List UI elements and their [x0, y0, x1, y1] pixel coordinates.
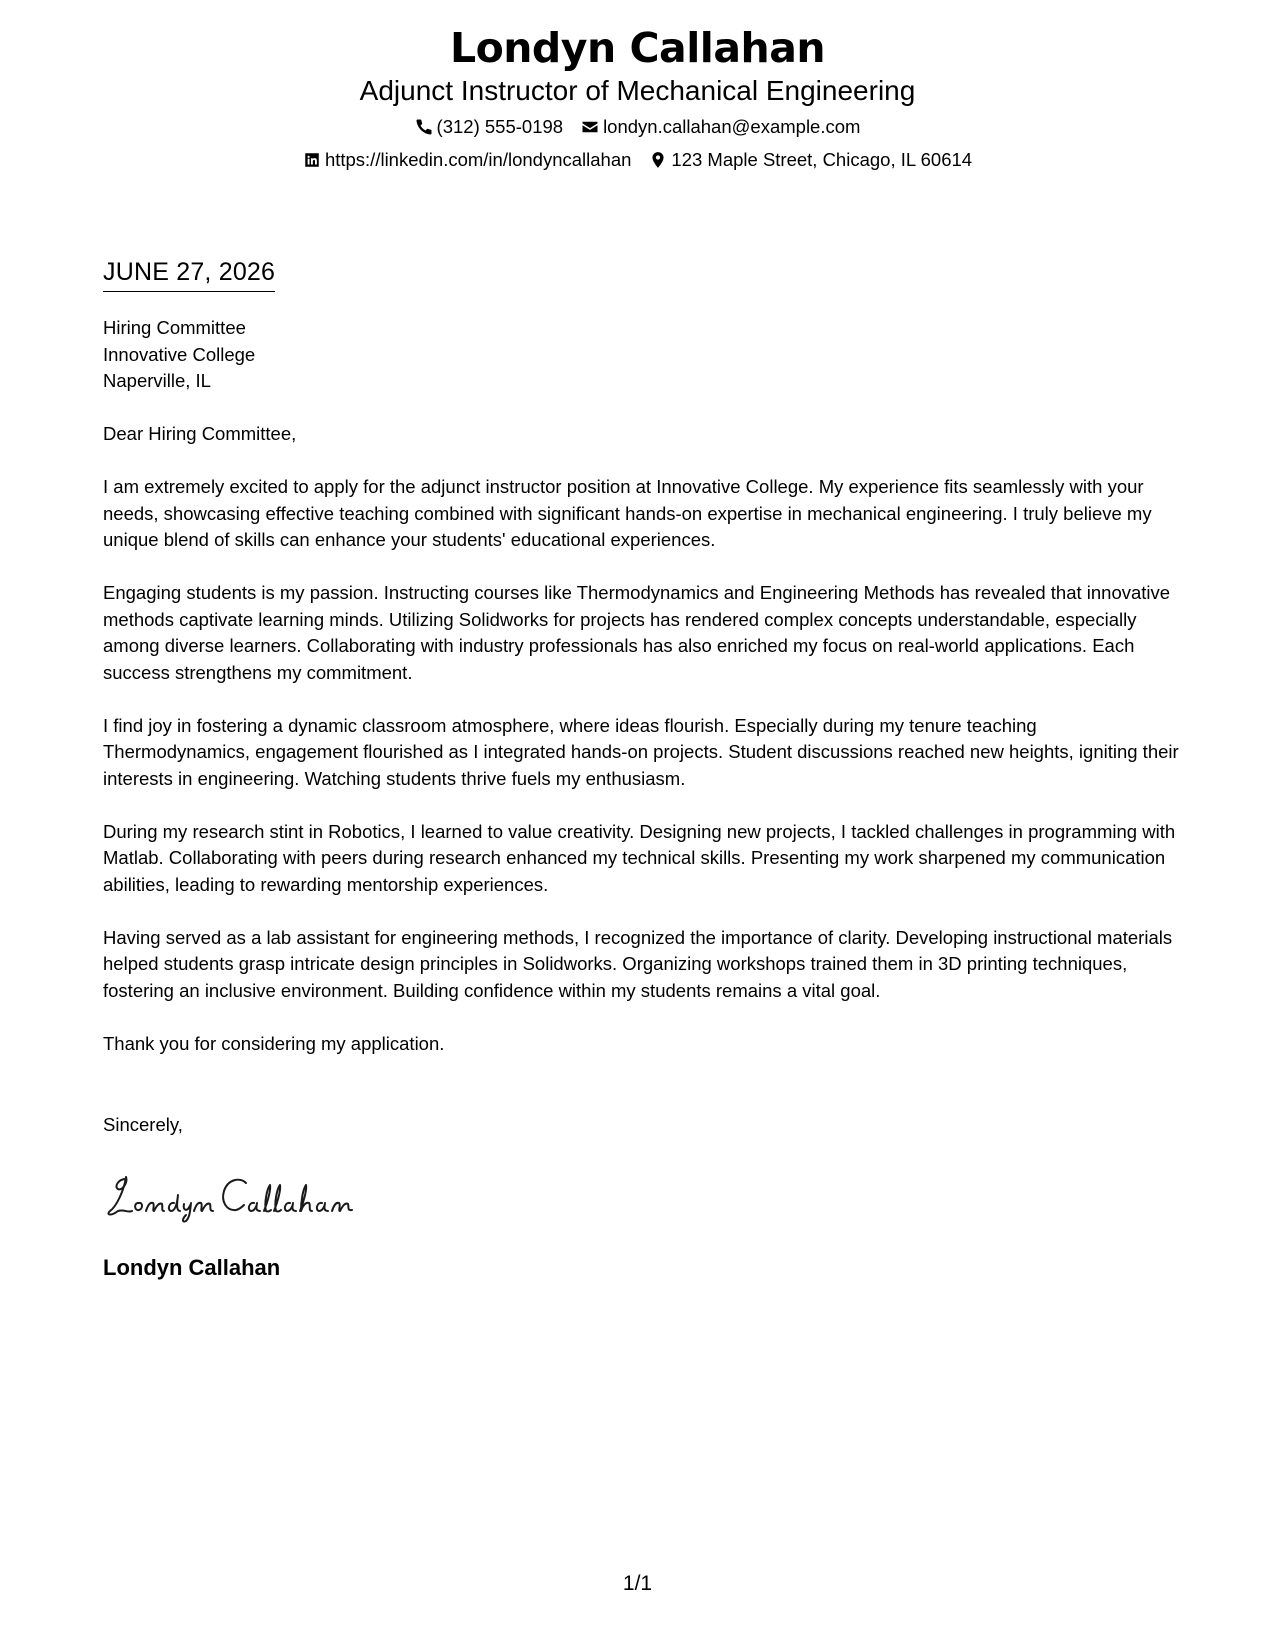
address-contact: [649, 148, 972, 172]
applicant-title: Adjunct Instructor of Mechanical Engineering: [359, 75, 916, 106]
body-paragraph: I am extremely excited to apply for the adjunct instructor position at Innovative College. My experience fits seamlessly with your needs, showcasing effective teaching combined with significant hands-on expertise in mechanical engineering. I truly believe my unique blend of skills can enhance your students' educational experiences.: [103, 476, 1152, 550]
applicant-name: Londyn Callahan: [449, 24, 826, 72]
phone-contact: [415, 115, 564, 139]
street-address: 123 Maple Street, Chicago, IL 60614: [671, 149, 973, 170]
salutation: Dear Hiring Committee,: [103, 423, 297, 444]
recipient-block: [103, 315, 255, 395]
linkedin-contact[interactable]: [303, 148, 631, 172]
letter-date: JUNE 27, 2026: [103, 256, 275, 292]
recipient-line: Hiring Committee: [103, 317, 246, 338]
contact-row-primary: [0, 115, 1275, 139]
phone-icon: [415, 118, 433, 136]
body-paragraph: Thank you for considering my application.: [103, 1032, 445, 1054]
page-number: 1/1: [622, 1572, 653, 1595]
signer-name: Londyn Callahan: [103, 1255, 281, 1280]
body-paragraph: I find joy in fostering a dynamic classroom atmosphere, where ideas flourish. Especially during my tenure teaching Thermodynamics, engagement flourished as I integrated hands-on projects. Student discussions reached new heights, igniting their interests in engineering. Watching students thrive fuels my enthusiasm.: [103, 714, 1179, 789]
phone-number: (312) 555-0198: [436, 116, 564, 137]
linkedin-icon: [303, 151, 321, 169]
map-marker-icon: [649, 151, 667, 169]
letter-header: [0, 22, 1275, 172]
email-address[interactable]: londyn.callahan@example.com: [603, 116, 861, 137]
body-paragraph: Engaging students is my passion. Instructing courses like Thermodynamics and Engineering Methods has revealed that innovative methods captivate learning minds. Utilizing Solidworks for projects has rendered complex concepts understandable, especially among diverse learners. Collaborating with industry professionals has also enriched my focus on real-world applications. Each success strengthens my commitment.: [103, 582, 1171, 683]
envelope-icon: [581, 118, 599, 136]
contact-row-secondary: [0, 148, 1275, 172]
body-paragraph: Having served as a lab assistant for engineering methods, I recognized the importance of clarity. Developing instructional materials helped students grasp intricate design principles in Solidworks. Organizing workshops trained them in 3D printing techniques, fostering an inclusive environment. Building confidence within my students remains a vital goal.: [103, 926, 1173, 1001]
linkedin-url[interactable]: https://linkedin.com/in/londyncallahan: [324, 149, 632, 170]
closing: Sincerely,: [103, 1114, 183, 1135]
handwritten-signature: [104, 1165, 364, 1225]
email-contact[interactable]: [581, 115, 860, 139]
recipient-line: Naperville, IL: [103, 370, 211, 391]
body-paragraph: During my research stint in Robotics, I learned to value creativity. Designing new projects, I tackled challenges in programming with Matlab. Collaborating with peers during research enhanced my technical skills. Presenting my work sharpened my communication abilities, leading to rewarding mentorship experiences.: [103, 820, 1176, 895]
letter-body: [103, 421, 1183, 1084]
recipient-line: Innovative College: [103, 343, 256, 365]
